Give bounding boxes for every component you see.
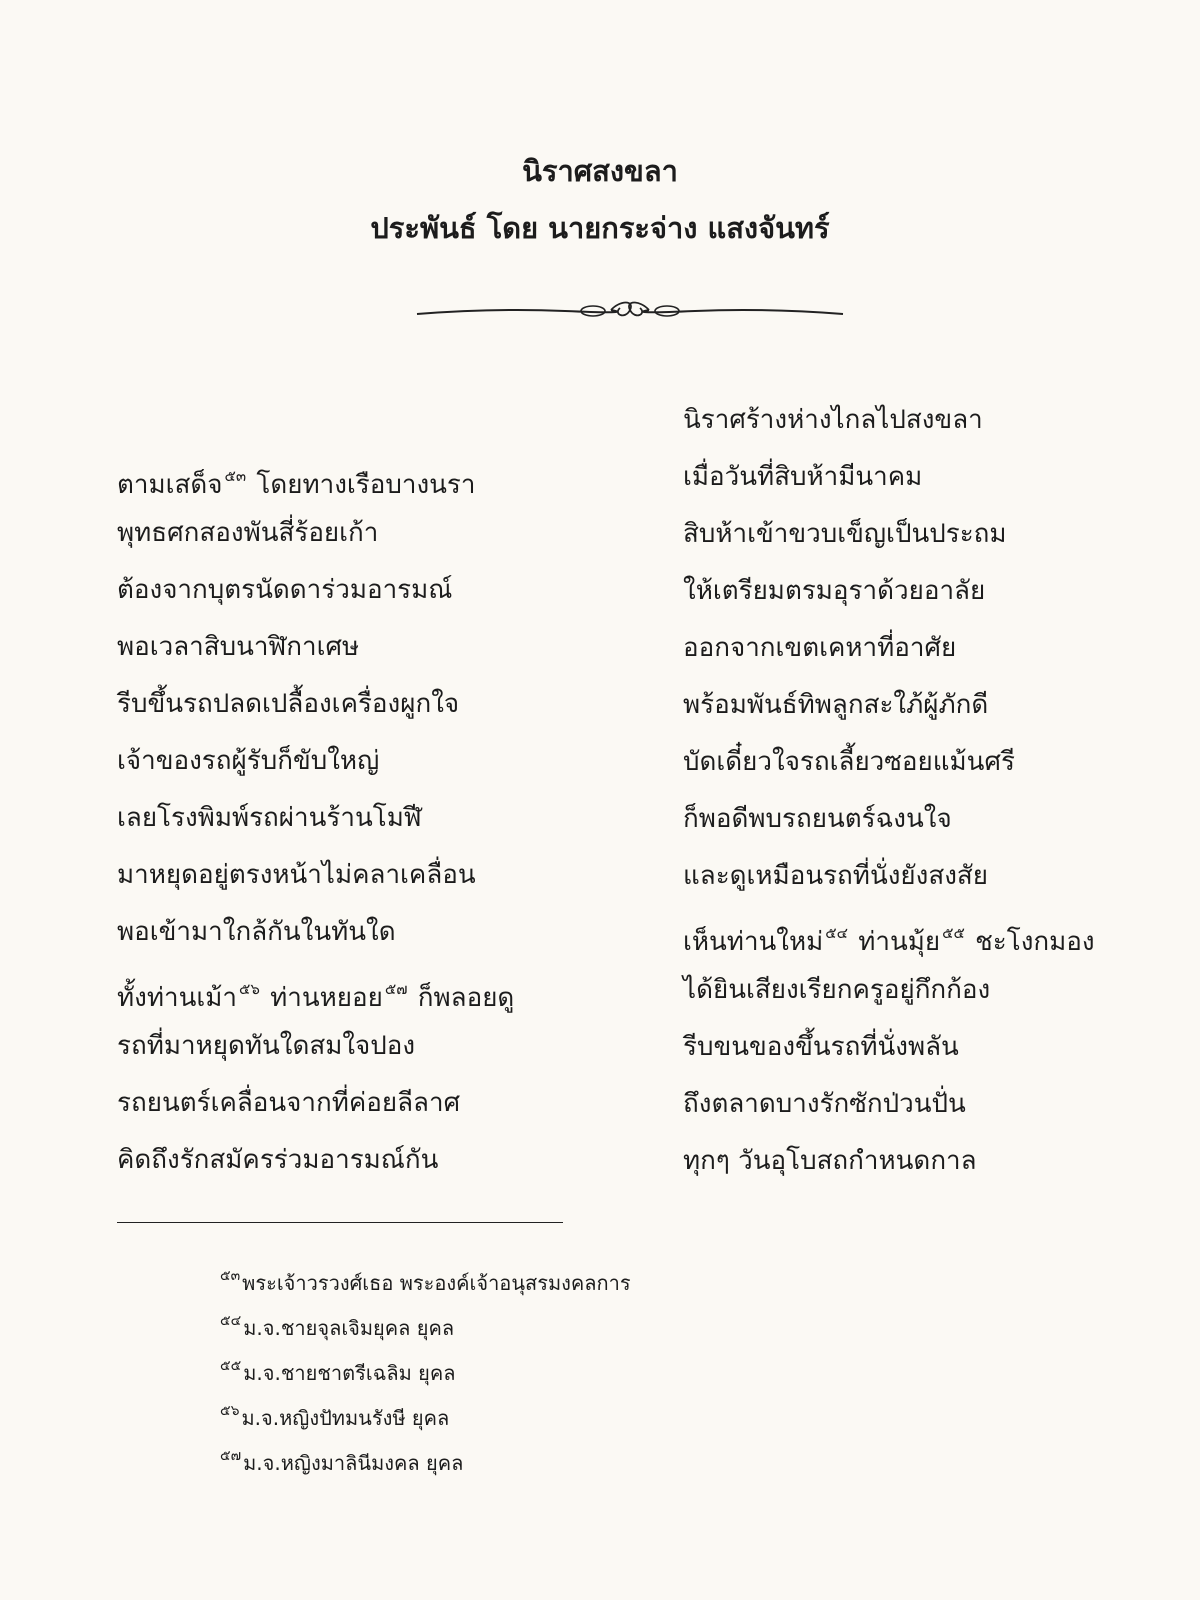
verse-line bbox=[117, 1075, 514, 1132]
footnotes bbox=[220, 1254, 631, 1479]
verse-text: ตามเสด็จ bbox=[117, 470, 223, 500]
verse-text: รถยนตร์เคลื่อนจากที่ค่อยลีลาศ bbox=[117, 1088, 461, 1118]
verse-line bbox=[117, 733, 514, 790]
ornament-divider bbox=[415, 292, 845, 332]
verse-line bbox=[117, 676, 514, 733]
poem-title: นิราศสงขลา bbox=[522, 154, 678, 188]
footnote-text: ม.จ.ชายจุลเจิมยุคล ยุคล bbox=[243, 1316, 455, 1340]
footnote-text: ม.จ.หญิงปัทมนรังษี ยุคล bbox=[241, 1406, 450, 1430]
verse-line bbox=[683, 791, 1095, 848]
right-verse-column bbox=[683, 392, 1095, 1190]
verse-line bbox=[683, 506, 1095, 563]
footnote-text: ม.จ.หญิงมาลินีมงคล ยุคล bbox=[243, 1451, 464, 1475]
verse-text: ทุกๆ วันอุโบสถกำหนดกาล bbox=[683, 1146, 977, 1176]
verse-text: พอเข้ามาใกล้กันในทันใด bbox=[117, 917, 396, 947]
footnote-item bbox=[220, 1344, 631, 1389]
verse-line bbox=[117, 904, 514, 961]
verse-text: ท่านมุ้ย bbox=[850, 927, 941, 957]
verse-line bbox=[117, 1018, 514, 1075]
verse-line bbox=[683, 392, 1095, 449]
verse-line bbox=[683, 1019, 1095, 1076]
verse-line bbox=[117, 961, 514, 1018]
poem-subtitle: ประพันธ์ โดย นายกระจ่าง แสงจันทร์ bbox=[370, 211, 830, 245]
footnote-item bbox=[220, 1434, 631, 1479]
verse-text: เมื่อวันที่สิบห้ามีนาคม bbox=[683, 462, 923, 492]
verse-text: รีบขนของขึ้นรถที่นั่งพลัน bbox=[683, 1032, 959, 1062]
verse-text: บัดเดี๋ยวใจรถเลี้ยวซอยแม้นศรี bbox=[683, 747, 1015, 777]
verse-text: พอเวลาสิบนาฬิกาเศษ bbox=[117, 632, 360, 662]
footnote-marker: ๕๔ bbox=[825, 924, 849, 942]
footnote-item bbox=[220, 1299, 631, 1344]
verse-text: พร้อมพันธ์ทิพลูกสะใภ้ผู้ภักดี bbox=[683, 690, 989, 720]
verse-line bbox=[683, 1076, 1095, 1133]
verse-text: รีบขึ้นรถปลดเปลื้องเครื่องผูกใจ bbox=[117, 689, 460, 719]
verse-text: สิบห้าเข้าขวบเข็ญเป็นประถม bbox=[683, 519, 1007, 549]
verse-text: โดยทางเรือบางนรา bbox=[248, 470, 476, 500]
verse-text: เห็นท่านใหม่ bbox=[683, 927, 824, 957]
verse-line bbox=[117, 1132, 514, 1189]
footnote-number: ๕๕ bbox=[220, 1358, 242, 1374]
verse-line bbox=[683, 848, 1095, 905]
left-verse-column bbox=[117, 448, 514, 1189]
verse-text: ได้ยินเสียงเรียกครูอยู่กึกก้อง bbox=[683, 975, 991, 1005]
verse-text: และดูเหมือนรถที่นั่งยังสงสัย bbox=[683, 861, 989, 891]
verse-text: ถึงตลาดบางรักซักป่วนปั่น bbox=[683, 1089, 966, 1119]
verse-line bbox=[117, 847, 514, 904]
footnote-marker: ๕๗ bbox=[384, 980, 408, 998]
verse-text: ชะโงกมอง bbox=[966, 927, 1095, 957]
verse-text: ทั้งท่านเม้า bbox=[117, 983, 237, 1013]
verse-text: พุทธศกสองพันสี่ร้อยเก้า bbox=[117, 518, 379, 548]
footnote-text: พระเจ้าวรวงศ์เธอ พระองค์เจ้าอนุสรมงคลการ bbox=[242, 1271, 631, 1295]
footnote-rule bbox=[117, 1222, 563, 1223]
verse-line bbox=[683, 734, 1095, 791]
verse-line bbox=[683, 620, 1095, 677]
verse-text: ก็พอดีพบรถยนตร์ฉงนใจ bbox=[683, 804, 952, 834]
verse-line bbox=[683, 962, 1095, 1019]
verse-line bbox=[683, 449, 1095, 506]
verse-text: ก็พลอยดู bbox=[409, 983, 515, 1013]
verse-text: เจ้าของรถผู้รับก็ขับใหญ่ bbox=[117, 746, 380, 776]
footnote-number: ๕๗ bbox=[220, 1448, 242, 1464]
footnote-marker: ๕๓ bbox=[224, 467, 247, 485]
verse-text: คิดถึงรักสมัครร่วมอารมณ์กัน bbox=[117, 1145, 439, 1175]
footnote-number: ๕๔ bbox=[220, 1313, 242, 1329]
verse-line bbox=[117, 562, 514, 619]
verse-text: ท่านหยอย bbox=[261, 983, 383, 1013]
verse-text: ออกจากเขตเคหาที่อาศัย bbox=[683, 633, 957, 663]
verse-line bbox=[683, 677, 1095, 734]
footnote-number: ๕๓ bbox=[220, 1268, 241, 1284]
footnote-text: ม.จ.ชายชาตรีเฉลิม ยุคล bbox=[243, 1361, 456, 1385]
verse-line bbox=[117, 505, 514, 562]
footnote-number: ๕๖ bbox=[220, 1403, 240, 1419]
verse-line bbox=[117, 790, 514, 847]
verse-line bbox=[117, 448, 514, 505]
verse-line bbox=[683, 563, 1095, 620]
verse-line bbox=[683, 1133, 1095, 1190]
footnote-marker: ๕๕ bbox=[942, 924, 965, 942]
footnote-marker: ๕๖ bbox=[238, 980, 260, 998]
verse-text: นิราศร้างห่างไกลไปสงขลา bbox=[683, 405, 983, 435]
verse-text: เลยโรงพิมพ์รถผ่านร้านโมฬี bbox=[117, 803, 422, 833]
verse-line bbox=[117, 619, 514, 676]
verse-text: ให้เตรียมตรมอุราด้วยอาลัย bbox=[683, 576, 986, 606]
footnote-item bbox=[220, 1389, 631, 1434]
footnote-item bbox=[220, 1254, 631, 1299]
verse-text: ต้องจากบุตรนัดดาร่วมอารมณ์ bbox=[117, 575, 453, 605]
verse-line bbox=[683, 905, 1095, 962]
verse-text: รถที่มาหยุดทันใดสมใจปอง bbox=[117, 1031, 416, 1061]
verse-text: มาหยุดอยู่ตรงหน้าไม่คลาเคลื่อน bbox=[117, 860, 476, 890]
